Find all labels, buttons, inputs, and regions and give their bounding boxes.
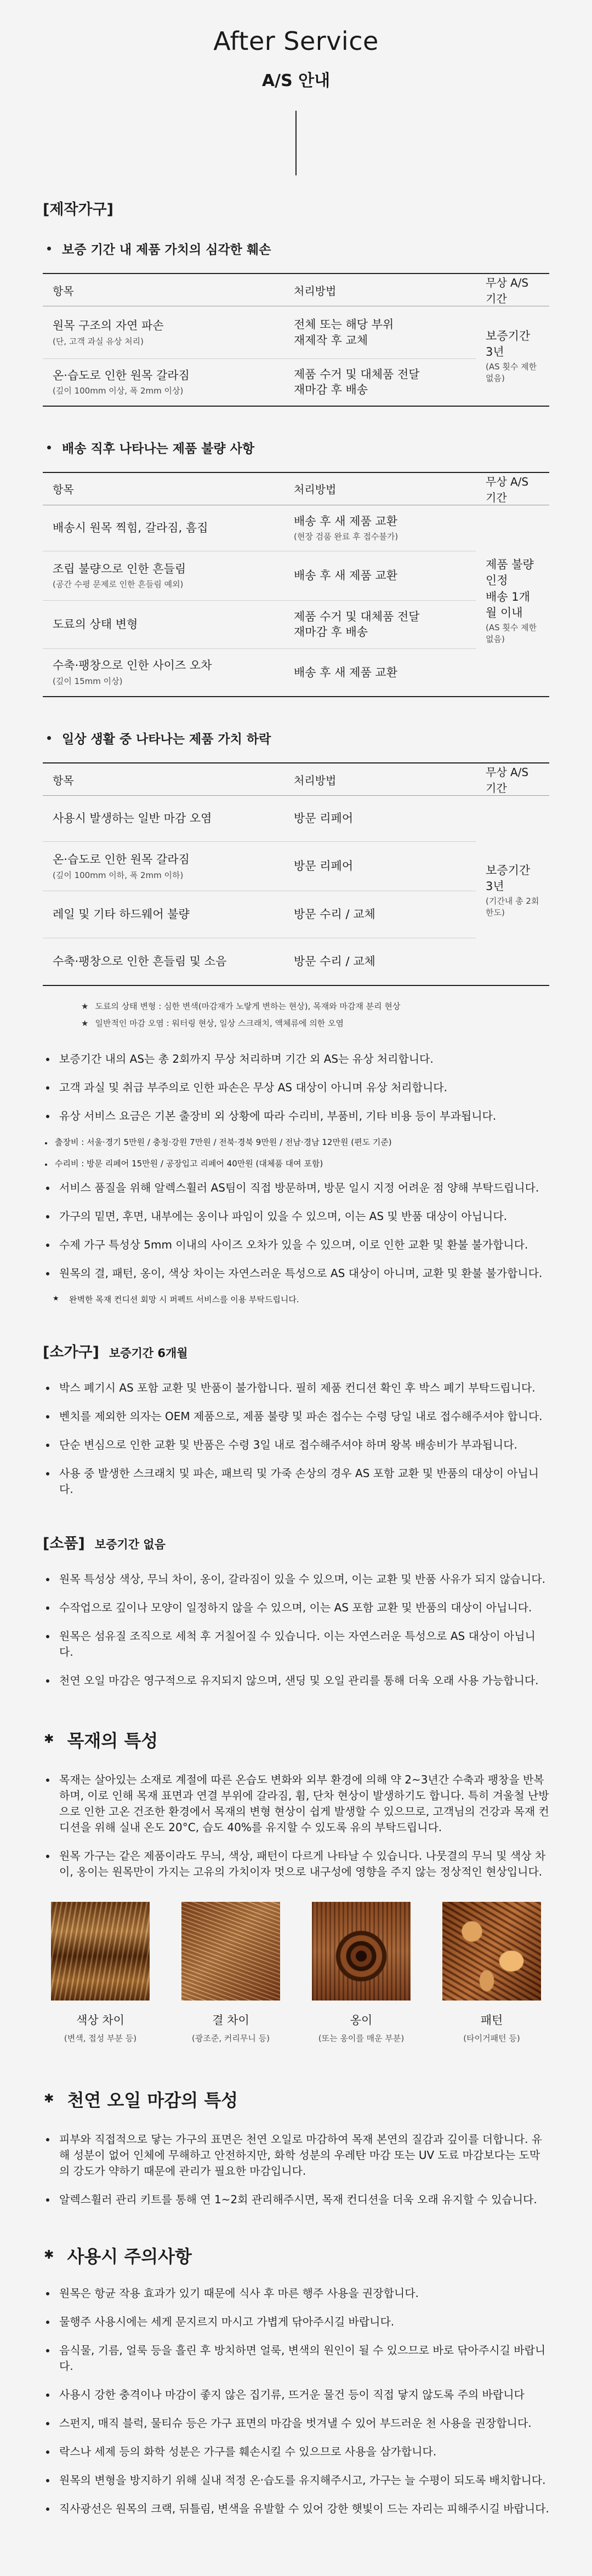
list-item: 원목 특성상 색상, 무늬 차이, 옹이, 갈라짐이 있을 수 있으며, 이는 교환 및 반품 사유가 되지 않습니다. [43,1571,549,1587]
list-item: 알렉스휠러 관리 키트를 통해 연 1~2회 관리해주시면, 목재 컨디션을 더욱 오래 유지할 수 있습니다. [43,2192,549,2208]
list-item: 가구의 밑면, 후면, 내부에는 옹이나 파임이 있을 수 있으며, 이는 AS 및 반품 대상이 아닙니다. [43,1209,549,1224]
list-item: ★ 완벽한 목재 컨디션 회망 시 퍼펙트 서비스를 이용 부탁드립니다. [43,1294,549,1306]
star-icon: ★ [81,1001,89,1011]
caution-section [43,2243,549,2517]
table-row: 온·습도로 인한 원목 갈라짐 (깊이 100mm 이하, 폭 2mm 이하) 방문 리페어 [43,842,549,891]
small-section [43,1340,549,1497]
list-item: 락스나 세제 등의 화학 성분은 가구를 훼손시킬 수 있으므로 사용을 삼가합니다. [43,2444,549,2460]
table-row: 수축·팽창으로 인한 흔들림 및 소음 방문 수리 / 교체 [43,938,549,985]
table-header: 항목 처리방법 무상 A/S 기간 [43,472,549,505]
list-item: 천연 오일 마감은 영구적으로 유지되지 않으며, 샌딩 및 오일 관리를 통해 더욱 오래 사용 가능합니다. [43,1673,549,1689]
list-item: 단순 변심으로 인한 교환 및 반품은 수령 3일 내로 접수해주셔야 하며 왕복 배송비가 부과됩니다. [43,1437,549,1453]
wood-knot-image [312,1902,411,2001]
page-title: After Service [213,26,379,56]
furniture-s2-table [43,472,549,698]
list-item: 고객 과실 및 취급 부주의로 인한 파손은 무상 AS 대상이 아니며 유상 처리합니다. [43,1080,549,1096]
oil-section [43,2087,549,2208]
list-item: 원목은 항균 작용 효과가 있기 때문에 식사 후 마른 행주 사용을 권장합니다. [43,2286,549,2301]
list-item: 서비스 품질을 위해 알렉스휠러 AS팀이 직접 방문하며, 방문 일시 지정 어려운 점 양해 부탁드립니다. [43,1180,549,1196]
list-item: 수리비 : 방문 리페어 15만원 / 공장입고 리페어 40만원 (대체품 대여 포함) [43,1158,549,1170]
furniture-title: [제작가구] [43,201,114,218]
furniture-s3-period: 보증기간 3년 (기간내 총 2회 한도) [476,796,549,985]
furniture-s3-heading: 일상 생활 중 나타나는 제품 가치 하락 [43,729,549,747]
list-item: 벤치를 제외한 의자는 OEM 제품으로, 제품 불량 및 파손 접수는 수령 당일 내로 접수해주셔야 합니다. [43,1409,549,1424]
vertical-divider [295,111,297,175]
small-policy-list [43,1380,549,1497]
list-item: 사용시 강한 충격이나 마감이 좋지 않은 집기류, 뜨거운 물건 등이 직접 닿지 않도록 주의 바랍니다 [43,2387,549,2403]
furniture-s2-period: 제품 불량 인정 배송 1개월 이내 (AS 횟수 제한 없음) [476,505,549,697]
furniture-s1-heading: 보증 기간 내 제품 가치의 심각한 훼손 [43,240,549,258]
caution-title: ✱ 사용시 주의사항 [44,2246,192,2267]
list-item: 사용 중 발생한 스크래치 및 파손, 패브릭 및 가죽 손상의 경우 AS 포함 교환 및 반품의 대상이 아닙니다. [43,1466,549,1497]
list-item: 수제 가구 특성상 5mm 이내의 사이즈 오차가 있을 수 있으며, 이로 인한 교환 및 환불 불가합니다. [43,1237,549,1253]
list-item: 목재는 살아있는 소재로 계절에 따른 온습도 변화와 외부 환경에 의해 약 2~3년간 수축과 팽창을 반복하며, 이로 인해 목재 표면과 연결 부위에 갈라짐, 휨, 단차 현상이 발생하기도 합니다. 특히 겨울철 난방으로 인한 고온 건조한 환경에서 목재의 변형 현상이 쉽게 발생할 수 있으므로, 고객님의 건강과 목재 컨디션을 위해 실내 온도 20°C, 습도 40%를 유지할 수 있도록 유의 부탁드립니다. [43,1772,549,1836]
caution-list [43,2286,549,2517]
wood-pattern-image [442,1902,541,2001]
table-row: 레일 및 기타 하드웨어 불량 방문 수리 / 교체 [43,891,549,938]
bullet-dot [47,247,51,250]
list-item: 원목 가구는 같은 제품이라도 무늬, 색상, 패턴이 다르게 나타날 수 있습니다. 나뭇결의 무늬 및 색상 차이, 옹이는 원목만이 가지는 고유의 가치이자 멋으로 내구성에 영향을 주지 않는 정상적인 현상입니다. [43,1848,549,1880]
wood-sample-knot: 옹이 (또는 옹이를 매운 부분) [312,1902,411,2044]
list-item: 스펀지, 매직 블럭, 물티슈 등은 가구 표면의 마감을 벗겨낼 수 있어 부드러운 천 사용을 권장합니다. [43,2415,549,2431]
furniture-notes [43,998,549,1033]
furniture-policy-list [43,1051,549,1306]
table-row: 사용시 발생하는 일반 마감 오염 방문 리페어 보증기간 3년 (기간내 총 2회 한도) [43,796,549,842]
list-item: 보증기간 내의 AS는 총 2회까지 무상 처리하며 기간 외 AS는 유상 처리합니다. [43,1051,549,1067]
props-warranty: 보증기간 없음 [94,1537,166,1551]
list-item: 수작업으로 깊이나 모양이 일정하지 않을 수 있으며, 이는 AS 포함 교환 및 반품의 대상이 아닙니다. [43,1600,549,1616]
furniture-s3-table [43,762,549,986]
table-row: 원목 구조의 자연 파손 (단, 고객 과실 유상 처리) 전체 또는 해당 부위 재제작 후 교체 보증기간 3년 (AS 횟수 제한 없음) [43,306,549,359]
list-item: 원목의 결, 패턴, 옹이, 색상 차이는 자연스러운 특성으로 AS 대상이 아니며, 교환 및 환불 불가합니다. [43,1266,549,1281]
page-subtitle: A/S 안내 [261,71,331,90]
asterisk-icon: ✱ [44,2092,54,2106]
table-row: 온·습도로 인한 원목 갈라짐 (깊이 100mm 이상, 폭 2mm 이상) 제품 수거 및 대체품 전달 재마감 후 배송 [43,359,549,406]
asterisk-icon: ✱ [44,2248,54,2262]
note-item: ★ 도료의 상태 변형 : 심한 변색(마감재가 노랗게 변하는 현상), 목재와 마감재 분리 현상 [81,1001,401,1011]
list-item: 피부와 직접적으로 닿는 가구의 표면은 천연 오일로 마감하여 목재 본연의 질감과 깊이를 더합니다. 유해 성분이 없어 인체에 무해하고 안전하지만, 화학 성분의 우레탄 마감 또는 UV 도료 마감보다는 도막의 강도가 약하기 때문에 관리가 필요한 마감입니다. [43,2132,549,2179]
wood-sample-pattern: 패턴 (타이거패턴 등) [442,1902,541,2044]
oil-list [43,2132,549,2208]
furniture-s1-period: 보증기간 3년 (AS 횟수 제한 없음) [476,306,549,406]
table-row: 조립 불량으로 인한 흔들림 (공간 수평 문제로 인한 흔들림 예외) 배송 후 새 제품 교환 [43,551,549,600]
list-item: 직사광선은 원목의 크랙, 뒤틀림, 변색을 유발할 수 있어 강한 햇빛이 드는 자리는 피해주시길 바랍니다. [43,2501,549,2517]
wood-sample-grain: 결 차이 (광조준, 커리무니 등) [181,1902,280,2044]
star-icon: ★ [81,1018,89,1028]
props-policy-list [43,1571,549,1689]
list-item: 원목의 변형을 방지하기 위해 실내 적정 온·습도를 유지해주시고, 가구는 늘 수평이 되도록 배치합니다. [43,2472,549,2488]
wood-title: ✱ 목재의 특성 [44,1730,158,1751]
note-item: ★ 일반적인 마감 오염 : 워터링 현상, 일상 스크래치, 액체류에 의한 오염 [81,1018,344,1028]
table-header: 항목 처리방법 무상 A/S 기간 [43,763,549,796]
furniture-section [43,197,549,1306]
table-row: 도료의 상태 변형 제품 수거 및 대체품 전달 재마감 후 배송 [43,600,549,648]
wood-samples [43,1902,549,2044]
wood-list [43,1772,549,1880]
list-item: 출장비 : 서울·경기 5만원 / 충청·강원 7만원 / 전북·경북 9만원 / 전남·경남 12만원 (편도 기준) [43,1137,549,1149]
hero [43,0,549,175]
list-item: 물행주 사용시에는 세게 문지르지 마시고 가볍게 닦아주시길 바랍니다. [43,2314,549,2330]
list-item: 박스 폐기시 AS 포함 교환 및 반품이 불가합니다. 필히 제품 컨디션 확인 후 박스 폐기 부탁드립니다. [43,1380,549,1396]
list-item: 음식물, 기름, 얼룩 등을 흘린 후 방치하면 얼룩, 변색의 원인이 될 수 있으므로 바로 닦아주시길 바랍니다. [43,2343,549,2374]
wood-section [43,1727,549,2044]
props-title: [소품] 보증기간 없음 [43,1535,166,1552]
furniture-s1-table [43,273,549,407]
furniture-s2-heading: 배송 직후 나타나는 제품 불량 사항 [43,438,549,457]
list-item: 유상 서비스 요금은 기본 출장비 외 상황에 따라 수리비, 부품비, 기타 비용 등이 부과됩니다. [43,1108,549,1124]
table-row: 배송시 원목 찍힘, 갈라짐, 흠집 배송 후 새 제품 교환 (현장 검품 완료 후 접수불가) 제품 불량 인정 배송 1개월 이내 (AS 횟수 제한 없음) [43,505,549,551]
wood-grain-image [181,1902,280,2001]
small-warranty: 보증기간 6개월 [109,1346,188,1360]
bullet-dot [47,736,51,740]
props-section [43,1531,549,1689]
oil-title: ✱ 천연 오일 마감의 특성 [44,2089,238,2111]
table-header: 항목 처리방법 무상 A/S 기간 [43,273,549,306]
wood-sample-color: 색상 차이 (변색, 접성 부분 등) [51,1902,150,2044]
table-row: 수축·팽창으로 인한 사이즈 오차 (깊이 15mm 이상) 배송 후 새 제품 교환 [43,648,549,697]
wood-color-image [51,1902,150,2001]
asterisk-icon: ✱ [44,1732,54,1747]
bullet-dot [47,446,51,449]
list-item: 원목은 섬유질 조직으로 세척 후 거칠어질 수 있습니다. 이는 자연스러운 특성으로 AS 대상이 아닙니다. [43,1628,549,1660]
small-title: [소가구] 보증기간 6개월 [43,1343,188,1361]
